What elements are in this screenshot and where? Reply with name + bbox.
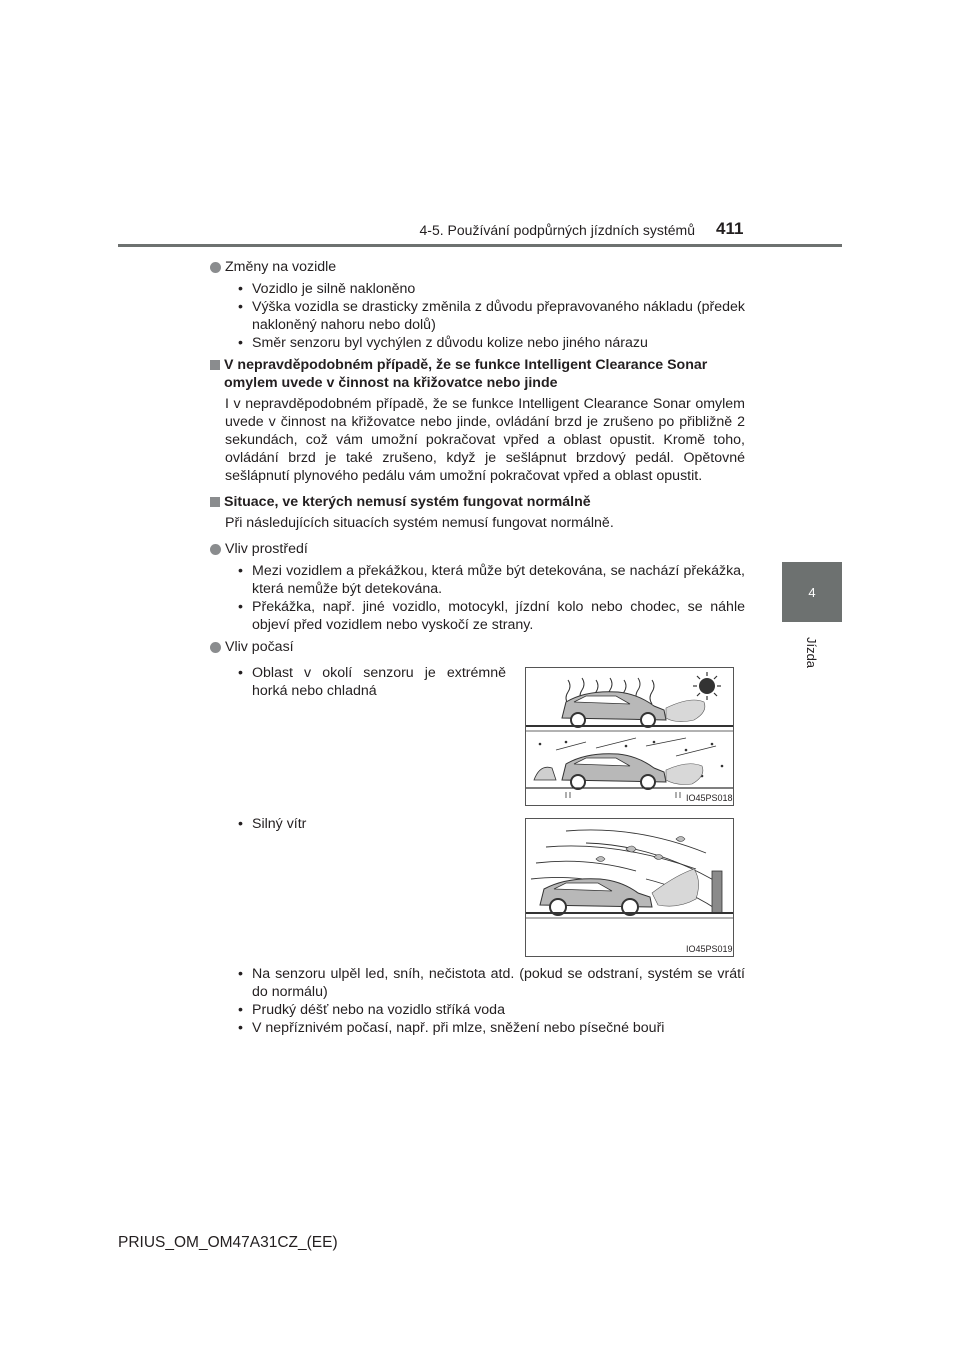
bullet-dot-icon [210, 544, 221, 555]
bullet-dot-icon [210, 642, 221, 653]
list-item: • Prudký déšť nebo na vozidlo stříká voda [238, 1001, 745, 1019]
page-number: 411 [716, 219, 744, 238]
list-item: • Silný vítr [238, 816, 307, 832]
list-item: • Směr senzoru byl vychýlen z důvodu kolize nebo jiného nárazu [238, 334, 745, 352]
car-wind-illustration [526, 819, 733, 956]
bullet-heading: Vliv prostředí [210, 540, 745, 558]
chapter-tab[interactable] [782, 562, 842, 622]
header-rule [118, 244, 842, 247]
section-heading: V nepravděpodobném případě, že se funkce Intelligent Clearance Sonar omylem uvede v činnost na křižovatce nebo jinde [210, 356, 745, 392]
section-heading: Situace, ve kterých nemusí systém fungovat normálně [210, 493, 745, 511]
figure-code: IO45PS018 [686, 793, 733, 803]
bullet-heading: Změny na vozidle [210, 258, 745, 276]
section-title: 4-5. Používání podpůrných jízdních systémů [419, 222, 695, 238]
bullet-dot-icon [210, 262, 221, 273]
list-item: • Mezi vozidlem a překážkou, která může být detekována, se nachází překážka, která nemůže být detekována. [238, 562, 745, 598]
environment-list [238, 562, 745, 634]
document-code: PRIUS_OM_OM47A31CZ_(EE) [118, 1234, 338, 1251]
list-item: • Oblast v okolí senzoru je extrémně horká nebo chladná [238, 665, 506, 699]
list-item: • Vozidlo je silně nakloněno [238, 280, 745, 298]
list-item: • V nepříznivém počasí, např. při mlze, sněžení nebo písečné bouři [238, 1019, 745, 1037]
weather-list-wrapper [210, 965, 745, 1041]
changes-list [238, 280, 745, 352]
car-heat-snow-illustration [526, 668, 733, 805]
weather-list [238, 965, 745, 1037]
square-marker-icon [210, 360, 220, 370]
figure-temperature [525, 667, 734, 806]
figure-code: IO45PS019 [686, 944, 733, 954]
paragraph: I v nepravděpodobném případě, že se funkce Intelligent Clearance Sonar omylem uvede v činnost na křižovatce nebo jinde, ovládání brzd je zrušeno po přibližně 2 sekundách, což vám umožní pokračovat vpřed a oblast opustit. Kromě toho, ovládání brzd je také zrušeno, když je sešlápnut brzdový pedál. Opětovné sešlápnutí plynového pedálu vám umožní pokračovat vpřed a oblast opustit. [225, 396, 745, 484]
list-item: • Výška vozidla se drasticky změnila z důvodu přepravovaného nákladu (předek nakloněný nahoru nebo dolů) [238, 298, 745, 334]
list-item: • Na senzoru ulpěl led, sníh, nečistota atd. (pokud se odstraní, systém se vrátí do normálu) [238, 965, 745, 1001]
main-content [210, 254, 745, 656]
square-marker-icon [210, 497, 220, 507]
bullet-heading: Vliv počasí [210, 638, 745, 656]
paragraph: Při následujících situacích systém nemusí fungovat normálně. [225, 515, 614, 531]
chapter-number: 4 [808, 584, 816, 600]
list-item: • Překážka, např. jiné vozidlo, motocykl, jízdní kolo nebo chodec, se náhle objeví před vozidlem nebo vyskočí ze strany. [238, 598, 745, 634]
chapter-label: Jízda [804, 636, 820, 668]
figure-wind [525, 818, 734, 957]
